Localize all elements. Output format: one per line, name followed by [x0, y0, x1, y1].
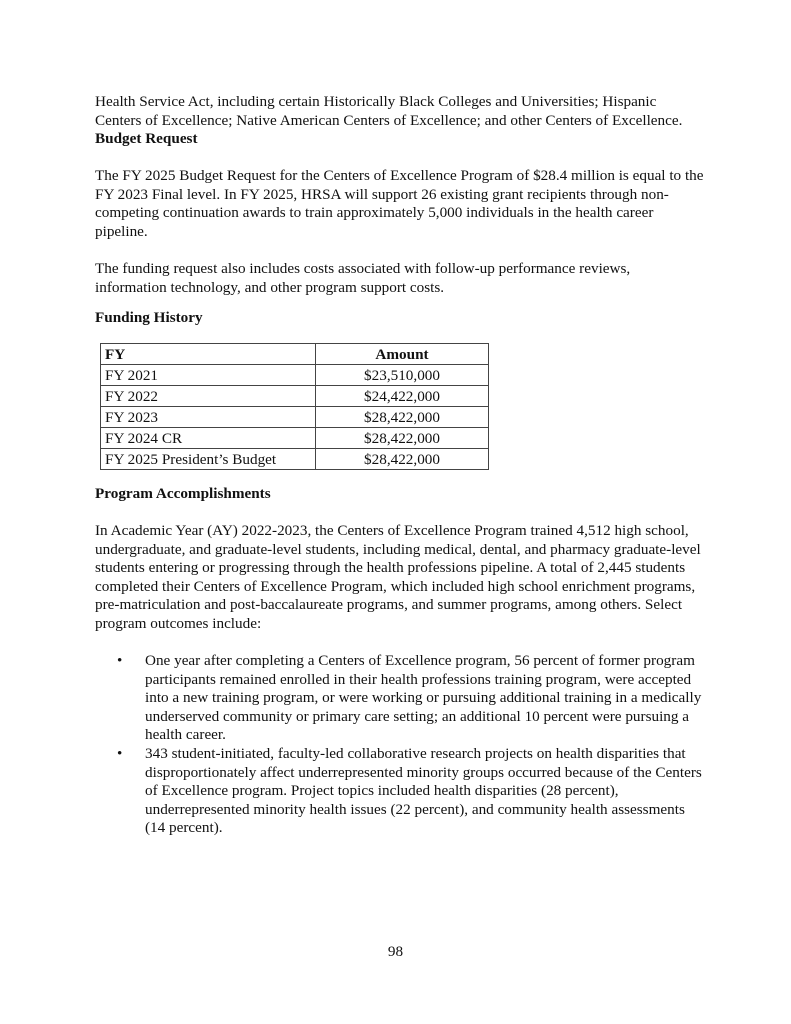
outcome-text: One year after completing a Centers of Excellence program, 56 percent of former program participants remained enrolled in their health professions training program, were accepted into a new training program, or were working or pursuing additional training in a medically underserved community or primary care setting; an additional 10 percent were pursuing a health career. [145, 652, 702, 744]
bullet-icon: • [117, 744, 123, 762]
table-row [101, 365, 489, 386]
amount-cell: $28,422,000 [316, 428, 489, 449]
funding-history-table [100, 343, 489, 470]
fy-cell: FY 2024 CR [101, 428, 316, 449]
table-row [101, 407, 489, 428]
table-row [101, 449, 489, 470]
accomplishments-text: In Academic Year (AY) 2022-2023, the Centers of Excellence Program trained 4,512 high school, undergraduate, and graduate-level students, including medical, dental, and pharmacy graduate-level students entering or progressing through the health professions pipeline. A total of 2,445 students completed their Centers of Excellence Program, which included high school enrichment programs, pre-matriculation and post-baccalaureate programs, and summer programs, among others. Select program outcomes include: [95, 522, 701, 632]
amount-cell: $28,422,000 [316, 449, 489, 470]
budget-request-paragraph-1 [95, 167, 705, 241]
fy-cell: FY 2021 [101, 365, 316, 386]
table-row [101, 386, 489, 407]
budget-request-paragraph-2 [95, 260, 705, 297]
intro-continuation-text: Health Service Act, including certain Historically Black Colleges and Universities; Hispanic Centers of Excellence; Native American Centers of Excellence; and other Centers of Excellence. [95, 93, 683, 129]
list-item [95, 652, 705, 745]
funding-history-heading-block [95, 309, 705, 328]
table-header-row [101, 344, 489, 365]
amount-cell: $28,422,000 [316, 407, 489, 428]
column-header-amount: Amount [316, 344, 489, 365]
fy-cell: FY 2025 President’s Budget [101, 449, 316, 470]
list-item [95, 745, 705, 838]
accomplishments-heading: Program Accomplishments [95, 485, 271, 502]
budget-request-text-1: The FY 2025 Budget Request for the Centers of Excellence Program of $28.4 million is equal to the FY 2023 Final level. In FY 2025, HRSA will support 26 existing grant recipients through non-competing continuation awards to train approximately 5,000 individuals in the health career pipeline. [95, 167, 704, 240]
amount-cell: $24,422,000 [316, 386, 489, 407]
page-number: 98 [387, 943, 404, 960]
outcome-text: 343 student-initiated, faculty-led collaborative research projects on health disparities that disproportionately affect underrepresented minority groups occurred because of the Centers of Excellence program. Project topics included health disparities (28 percent), underrepresented minority health issues (22 percent), and community health assessments (14 percent). [145, 744, 702, 837]
budget-request-text-2: The funding request also includes costs associated with follow-up performance reviews, information technology, and other program support costs. [95, 260, 631, 296]
funding-history-heading: Funding History [95, 309, 203, 326]
fy-cell: FY 2023 [101, 407, 316, 428]
accomplishments-paragraph [95, 522, 705, 634]
table-row [101, 428, 489, 449]
outcomes-list [95, 652, 705, 838]
bullet-icon: • [117, 652, 123, 669]
intro-section [95, 93, 705, 149]
column-header-fy: FY [101, 344, 316, 365]
fy-cell: FY 2022 [101, 386, 316, 407]
amount-cell: $23,510,000 [316, 365, 489, 386]
budget-request-heading: Budget Request [95, 130, 198, 148]
accomplishments-heading-block [95, 485, 705, 504]
